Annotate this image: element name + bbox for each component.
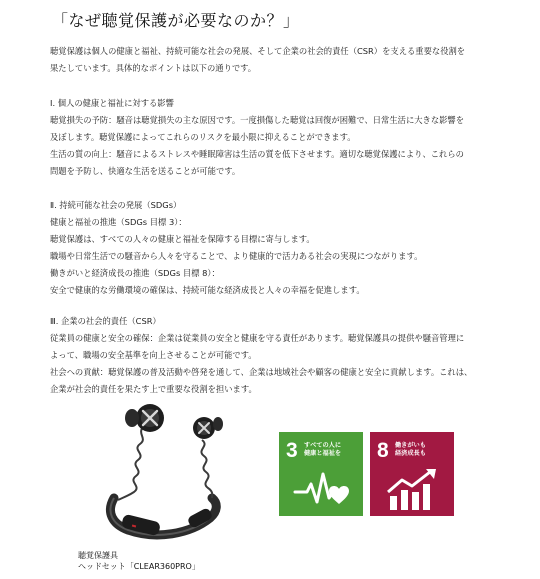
sdg-label — [395, 442, 426, 458]
body-line: 問題を予防し、快適な生活を送ることが可能です。 — [50, 166, 241, 176]
body-line: 従業員の健康と安全の確保：企業は従業員の安全と健康を守る責任があります。聴覚保護具の提供や騒音管理に — [50, 333, 465, 343]
sdg-label-line: 経済成長も — [395, 450, 426, 457]
body-line: 企業が社会的責任を果たす上で重要な役割を担います。 — [50, 384, 257, 394]
intro-line: 聴覚保護は個人の健康と福祉、持続可能な社会の発展、そして企業の社会的責任（CSR）を支える重要な役割を — [50, 46, 466, 56]
heartbeat-icon — [293, 468, 351, 508]
body-line: 聴覚保護は、すべての人々の健康と福祉を保障する目標に寄与します。 — [50, 234, 315, 244]
body-line: 職場や日常生活での騒音から人々を守ることで、より健康的で活力ある社会の実現につながります。 — [50, 251, 423, 261]
body-line: 生活の質の向上：騒音によるストレスや睡眠障害は生活の質を低下させます。適切な聴覚保護により、これらの — [50, 149, 464, 159]
section-heading: Ⅲ. 企業の社会的責任（CSR） — [50, 316, 161, 326]
body-line: 安全で健康的な労働環境の確保は、持続可能な経済成長と人々の幸福を促進します。 — [50, 285, 365, 295]
intro-line: 果たしています。具体的なポイントは以下の通りです。 — [50, 63, 257, 73]
body-line: 働きがいと経済成長の推進（SDGs 目標 8）： — [50, 268, 220, 278]
growth-chart-icon — [384, 468, 442, 512]
body-line: 健康と福祉の推進（SDGs 目標 3）： — [50, 217, 187, 227]
product-caption — [78, 551, 200, 572]
sdg-goal-3-tile — [279, 432, 363, 516]
sdg-label-line: 働きがいも — [395, 442, 426, 449]
body-line: よって、職場の安全基準を向上させることが可能です。 — [50, 350, 257, 360]
sdg-label-line: すべての人に — [304, 442, 342, 449]
section-heading: Ⅰ. 個人の健康と福祉に対する影響 — [50, 98, 174, 108]
page-title: 「なぜ聴覚保護が必要なのか？」 — [52, 11, 300, 30]
body-line: 社会への貢献：聴覚保護の普及活動や啓発を通して、企業は地域社会や顧客の健康と安全に貢献します。これは、 — [50, 367, 473, 377]
sdg-number: 3 — [286, 439, 298, 462]
section-heading: Ⅱ. 持続可能な社会の発展（SDGs） — [50, 200, 182, 210]
product-caption-line: ヘッドセット「CLEAR360PRO」 — [78, 561, 200, 571]
sdg-label — [304, 442, 341, 458]
sdg-goal-8-tile — [370, 432, 454, 516]
product-caption-line: 聴覚保護具 — [78, 551, 118, 560]
body-line: 聴覚損失の予防：騒音は聴覚損失の主な原因です。一度損傷した聴覚は回復が困難で、日常生活に大きな影響を — [50, 115, 465, 125]
sdg-label-line: 健康と福祉を — [304, 450, 342, 457]
sdg-number: 8 — [377, 439, 389, 462]
headset-product-image — [92, 400, 242, 555]
body-line: 及ぼします。聴覚保護によってこれらのリスクを最小限に抑えることができます。 — [50, 132, 356, 142]
